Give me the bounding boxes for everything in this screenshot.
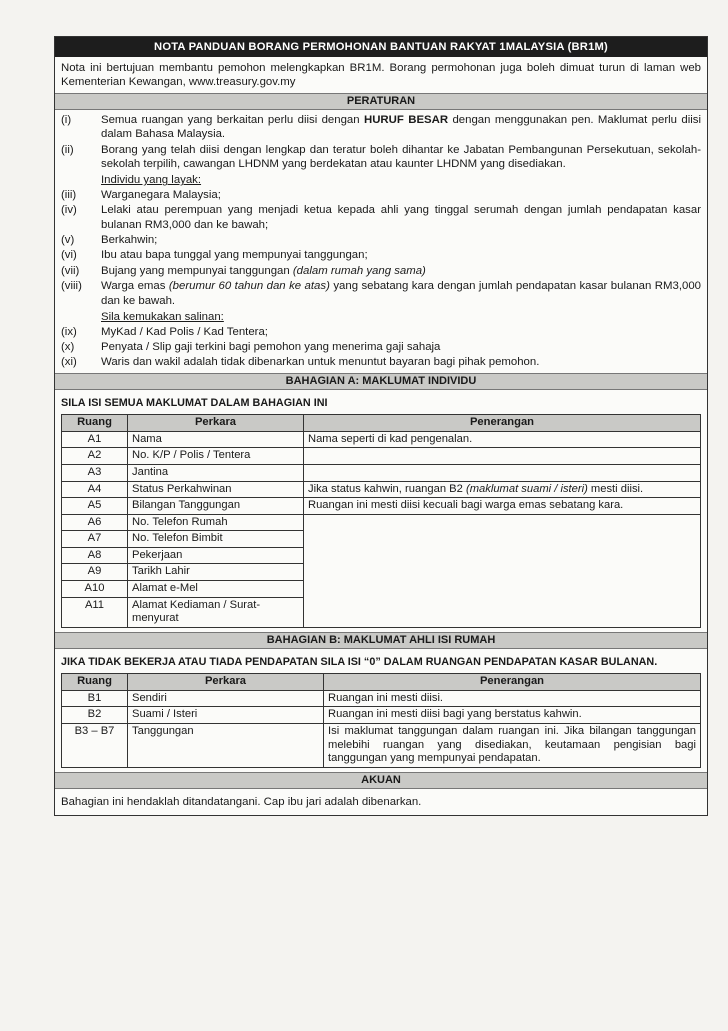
ruang-cell: A9 <box>62 564 128 581</box>
rule-text: MyKad / Kad Polis / Kad Tentera; <box>101 325 268 338</box>
rule-item <box>61 279 701 308</box>
section-heading-akuan: AKUAN <box>55 772 707 789</box>
salinan-heading: Sila kemukakan salinan: <box>101 311 224 324</box>
rule-item <box>61 188 701 202</box>
individu-heading: Individu yang layak: <box>101 174 202 187</box>
rule-text-bold: HURUF BESAR <box>363 113 449 126</box>
ruang-cell: A8 <box>62 547 128 564</box>
rule-text-part: Semua ruangan yang berkaitan perlu diisi dengan <box>101 113 364 126</box>
column-header: Ruang <box>62 674 128 691</box>
penerangan-cell: Ruangan ini mesti diisi bagi yang berstatus kahwin. <box>324 707 701 724</box>
bahagian-b-table-wrap <box>55 673 707 772</box>
perkara-cell: No. K/P / Polis / Tentera <box>128 448 304 465</box>
rule-text <box>101 113 701 142</box>
penerangan-italic: (maklumat suami / isteri) <box>465 482 588 495</box>
table-row <box>62 431 701 448</box>
rule-item <box>61 143 701 172</box>
bahagian-b-table <box>61 673 701 768</box>
perkara-cell: No. Telefon Rumah <box>128 514 304 531</box>
akuan-text: Bahagian ini hendaklah ditandatangani. Cap ibu jari adalah dibenarkan. <box>61 795 422 808</box>
perkara-cell: Nama <box>128 431 304 448</box>
bahagian-a-table-wrap <box>55 414 707 632</box>
ruang-cell: B3 – B7 <box>62 724 128 768</box>
rule-item <box>61 355 701 369</box>
ruang-cell: A2 <box>62 448 128 465</box>
table-row <box>62 481 701 498</box>
section-heading-bahagian-b: BAHAGIAN B: MAKLUMAT AHLI ISI RUMAH <box>55 632 707 649</box>
rule-item <box>61 248 701 262</box>
rule-text: Lelaki atau perempuan yang menjadi ketua kepada ahli yang tinggal serumah dengan jumlah pendapatan kasar bulanan RM3,000 dan ke bawah; <box>101 204 701 231</box>
column-header: Penerangan <box>324 674 701 691</box>
penerangan-part: Jika status kahwin, ruangan B2 <box>308 482 466 495</box>
rules-list <box>55 110 707 373</box>
rule-item <box>61 203 701 232</box>
perkara-cell: Alamat e-Mel <box>128 581 304 598</box>
rule-number: (ix) <box>61 325 77 338</box>
ruang-cell: A7 <box>62 531 128 548</box>
ruang-cell: B1 <box>62 690 128 707</box>
penerangan-cell <box>304 481 701 498</box>
rule-text: Berkahwin; <box>101 234 158 247</box>
perkara-cell: Status Perkahwinan <box>128 481 304 498</box>
section-heading-peraturan: PERATURAN <box>55 93 707 110</box>
perkara-cell: Sendiri <box>128 690 324 707</box>
ruang-cell: A11 <box>62 597 128 627</box>
perkara-cell: Bilangan Tanggungan <box>128 498 304 515</box>
rule-number: (ii) <box>61 143 74 156</box>
ruang-cell: A1 <box>62 431 128 448</box>
penerangan-cell: Isi maklumat tanggungan dalam ruangan ini. Jika bilangan tanggungan melebihi ruangan yang disediakan, keutamaan pengisian bagi tanggungan yang mempunyai pendapatan. <box>324 724 701 768</box>
rule-text-italic: (dalam rumah yang sama) <box>292 264 426 277</box>
perkara-cell: No. Telefon Bimbit <box>128 531 304 548</box>
rule-text: Warganegara Malaysia; <box>101 188 221 201</box>
table-header-row <box>62 415 701 432</box>
ruang-cell: A3 <box>62 464 128 481</box>
rule-text: Ibu atau bapa tunggal yang mempunyai tanggungan; <box>101 249 368 262</box>
bahagian-a-note: SILA ISI SEMUA MAKLUMAT DALAM BAHAGIAN INI <box>61 396 328 409</box>
rule-number: (iv) <box>61 204 77 217</box>
penerangan-cell <box>304 448 701 465</box>
perkara-cell: Tarikh Lahir <box>128 564 304 581</box>
penerangan-cell: Ruangan ini mesti diisi. <box>324 690 701 707</box>
table-header-row <box>62 674 701 691</box>
rule-number: (viii) <box>61 280 82 293</box>
penerangan-cell <box>304 514 701 627</box>
rule-text-part: Bujang yang mempunyai tanggungan <box>101 264 293 277</box>
rule-item <box>61 325 701 339</box>
bahagian-b-note: JIKA TIDAK BEKERJA ATAU TIADA PENDAPATAN SILA ISI “0” DALAM RUANGAN PENDAPATAN KASAR BULANAN. <box>61 655 658 668</box>
table-row <box>62 724 701 768</box>
column-header: Penerangan <box>304 415 701 432</box>
ruang-cell: A4 <box>62 481 128 498</box>
rule-item <box>61 233 701 247</box>
rule-text: Borang yang telah diisi dengan lengkap dan teratur boleh dihantar ke Jabatan Pembangunan Persekutuan, sekolah-sekolah terpilih, cawangan LHDNM yang berdekatan atau kaunter LHDNM yang disediakan. <box>101 143 701 171</box>
table-row <box>62 514 701 531</box>
column-header: Perkara <box>128 674 324 691</box>
ruang-cell: B2 <box>62 707 128 724</box>
penerangan-part: mesti diisi. <box>587 482 644 495</box>
bahagian-a-table <box>61 414 701 628</box>
rule-number: (vi) <box>61 249 77 262</box>
rule-text-italic: (berumur 60 tahun dan ke atas) <box>168 280 330 293</box>
perkara-cell: Jantina <box>128 464 304 481</box>
rule-number: (xi) <box>61 356 77 369</box>
rule-text <box>101 279 701 308</box>
table-row <box>62 690 701 707</box>
rule-number: (iii) <box>61 188 77 201</box>
rule-text: Waris dan wakil adalah tidak dibenarkan untuk menuntut bayaran bagi pihak pemohon. <box>101 356 540 369</box>
intro-paragraph: Nota ini bertujuan membantu pemohon melengkapkan BR1M. Borang permohonan juga boleh dimuat turun di laman web Kementerian Kewangan, www.treasury.gov.my <box>61 62 701 89</box>
rule-item <box>61 264 701 278</box>
document-title: NOTA PANDUAN BORANG PERMOHONAN BANTUAN RAKYAT 1MALAYSIA (BR1M) <box>55 37 707 57</box>
rule-number: (v) <box>61 234 75 247</box>
table-row <box>62 707 701 724</box>
rule-text: Penyata / Slip gaji terkini bagi pemohon yang menerima gaji sahaja <box>101 340 441 353</box>
rule-number: (vii) <box>61 264 80 277</box>
table-row <box>62 448 701 465</box>
column-header: Ruang <box>62 415 128 432</box>
ruang-cell: A5 <box>62 498 128 515</box>
rule-text-part: Warga emas <box>101 280 169 293</box>
rule-number: (i) <box>61 113 72 126</box>
ruang-cell: A6 <box>62 514 128 531</box>
rule-number: (x) <box>61 340 75 353</box>
perkara-cell: Pekerjaan <box>128 547 304 564</box>
perkara-cell: Tanggungan <box>128 724 324 768</box>
table-row <box>62 464 701 481</box>
penerangan-cell: Ruangan ini mesti diisi kecuali bagi warga emas sebatang kara. <box>304 498 701 515</box>
penerangan-cell <box>304 464 701 481</box>
penerangan-cell: Nama seperti di kad pengenalan. <box>304 431 701 448</box>
rule-text-part: dengan menggunakan pen. Maklumat perlu diisi dalam Bahasa Malaysia. <box>101 113 701 141</box>
rule-text <box>101 264 701 278</box>
perkara-cell: Alamat Kediaman / Surat-menyurat <box>128 597 304 627</box>
section-heading-bahagian-a: BAHAGIAN A: MAKLUMAT INDIVIDU <box>55 373 707 390</box>
rule-item <box>61 113 701 142</box>
column-header: Perkara <box>128 415 304 432</box>
guidance-sheet <box>54 36 708 816</box>
ruang-cell: A10 <box>62 581 128 598</box>
rule-text-part: yang sebatang kara dengan jumlah pendapatan kasar bulanan RM3,000 dan ke bawah. <box>101 280 701 307</box>
table-row <box>62 498 701 515</box>
rule-item <box>61 340 701 354</box>
perkara-cell: Suami / Isteri <box>128 707 324 724</box>
